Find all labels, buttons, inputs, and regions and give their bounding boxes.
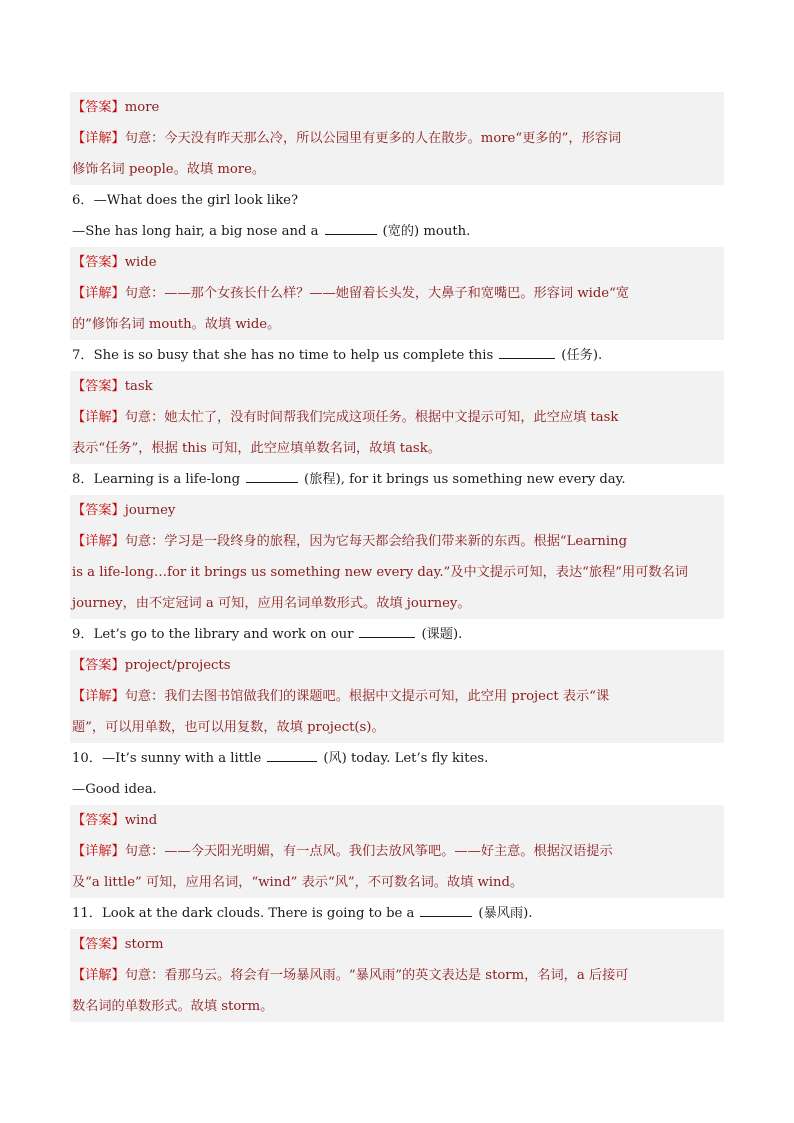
- detail-text: 句意：她太忙了，没有时间帮我们完成这项任务。根据中文提示可知，此空应填 task: [124, 410, 619, 425]
- detail-tag: 【详解】: [72, 689, 125, 704]
- answer-line: [70, 650, 724, 681]
- detail-line: [70, 991, 724, 1022]
- detail-text: 句意：——今天阳光明媚，有一点风。我们去放风筝吧。——好主意。根据汉语提示: [124, 844, 613, 859]
- answer-tag: 【答案】: [72, 937, 125, 952]
- detail-tag: 【详解】: [72, 968, 125, 983]
- answer-line: [70, 371, 724, 402]
- detail-tag: 【详解】: [72, 844, 125, 859]
- answer-tag: 【答案】: [72, 813, 125, 828]
- question-line: [70, 619, 724, 650]
- detail-tag: 【详解】: [72, 131, 125, 146]
- detail-text: 句意：学习是一段终身的旅程，因为它每天都会给我们带来新的东西。根据“Learning: [124, 534, 628, 549]
- detail-tag: 【详解】: [72, 410, 125, 425]
- answer-blank: [325, 222, 377, 235]
- detail-line: [70, 154, 724, 185]
- detail-text: 句意：——那个女孩长什么样？——她留着长头发，大鼻子和宽嘴巴。形容词 wide“宽: [124, 286, 629, 301]
- answer-tag: 【答案】: [72, 503, 125, 518]
- detail-line: [70, 681, 724, 712]
- detail-line: [70, 712, 724, 743]
- document-page: [70, 92, 724, 1022]
- detail-text: journey，由不定冠词 a 可知，应用名词单数形式。故填 journey。: [72, 596, 471, 611]
- question-line: [70, 185, 724, 216]
- detail-text: 的”修饰名词 mouth。故填 wide。: [72, 317, 281, 332]
- answer-line: [70, 805, 724, 836]
- detail-text: 修饰名词 people。故填 more。: [72, 162, 266, 177]
- detail-text: 句意：我们去图书馆做我们的课题吧。根据中文提示可知，此空用 project 表示“课: [124, 689, 610, 704]
- detail-line: [70, 309, 724, 340]
- question-hint: (任务).: [561, 348, 603, 363]
- answer-text: project/projects: [124, 658, 231, 673]
- detail-text: 数名词的单数形式。故填 storm。: [72, 999, 274, 1014]
- detail-text: 表示“任务”，根据 this 可知，此空应填单数名词，故填 task。: [72, 441, 441, 456]
- detail-line: [70, 402, 724, 433]
- answer-blank: [499, 346, 555, 359]
- question-text: 6．—What does the girl look like?: [72, 193, 299, 208]
- answer-text: wind: [124, 813, 158, 828]
- answer-blank: [359, 625, 415, 638]
- answer-line: [70, 495, 724, 526]
- question-hint: (课题).: [421, 627, 463, 642]
- detail-line: [70, 960, 724, 991]
- detail-text: is a life-long…for it brings us something new every day.”及中文提示可知，表达“旅程”用可数名词: [72, 565, 688, 580]
- question-text: —She has long hair, a big nose and a: [72, 224, 319, 239]
- question-line: [70, 898, 724, 929]
- answer-tag: 【答案】: [72, 658, 125, 673]
- answer-blank: [267, 749, 317, 762]
- detail-text: 句意：看那乌云。将会有一场暴风雨。“暴风雨”的英文表达是 storm，名词，a 后接可: [124, 968, 629, 983]
- question-text: 10．—It’s sunny with a little: [72, 751, 262, 766]
- question-text: 11．Look at the dark clouds. There is going to be a: [72, 906, 415, 921]
- question-text: 9．Let’s go to the library and work on our: [72, 627, 354, 642]
- answer-blank: [420, 904, 472, 917]
- detail-line: [70, 433, 724, 464]
- question-hint: (暴风雨).: [478, 906, 533, 921]
- answer-text: journey: [124, 503, 176, 518]
- answer-text: task: [124, 379, 153, 394]
- detail-line: [70, 836, 724, 867]
- detail-line: [70, 123, 724, 154]
- answer-text: storm: [124, 937, 164, 952]
- answer-tag: 【答案】: [72, 255, 125, 270]
- question-text: 8．Learning is a life-long: [72, 472, 241, 487]
- question-line: [70, 774, 724, 805]
- answer-text: wide: [124, 255, 157, 270]
- detail-text: 及“a little” 可知，应用名词，“wind” 表示“风”，不可数名词。故填 wind。: [72, 875, 524, 890]
- answer-text: more: [124, 100, 160, 115]
- answer-tag: 【答案】: [72, 379, 125, 394]
- question-hint: (旅程), for it brings us something new every day.: [304, 472, 626, 487]
- answer-line: [70, 92, 724, 123]
- answer-line: [70, 247, 724, 278]
- question-text: 7．She is so busy that she has no time to help us complete this: [72, 348, 494, 363]
- detail-text: 句意：今天没有昨天那么冷，所以公园里有更多的人在散步。more“更多的”，形容词: [124, 131, 622, 146]
- question-line: [70, 743, 724, 774]
- answer-blank: [246, 470, 298, 483]
- detail-line: [70, 278, 724, 309]
- detail-line: [70, 588, 724, 619]
- question-hint: (宽的) mouth.: [382, 224, 471, 239]
- detail-line: [70, 557, 724, 588]
- answer-tag: 【答案】: [72, 100, 125, 115]
- answer-line: [70, 929, 724, 960]
- detail-text: 题”，可以用单数，也可以用复数，故填 project(s)。: [72, 720, 385, 735]
- detail-line: [70, 867, 724, 898]
- question-line: [70, 464, 724, 495]
- question-text: —Good idea.: [72, 782, 157, 797]
- detail-tag: 【详解】: [72, 534, 125, 549]
- question-line: [70, 340, 724, 371]
- detail-tag: 【详解】: [72, 286, 125, 301]
- question-line: [70, 216, 724, 247]
- question-hint: (风) today. Let’s fly kites.: [323, 751, 489, 766]
- detail-line: [70, 526, 724, 557]
